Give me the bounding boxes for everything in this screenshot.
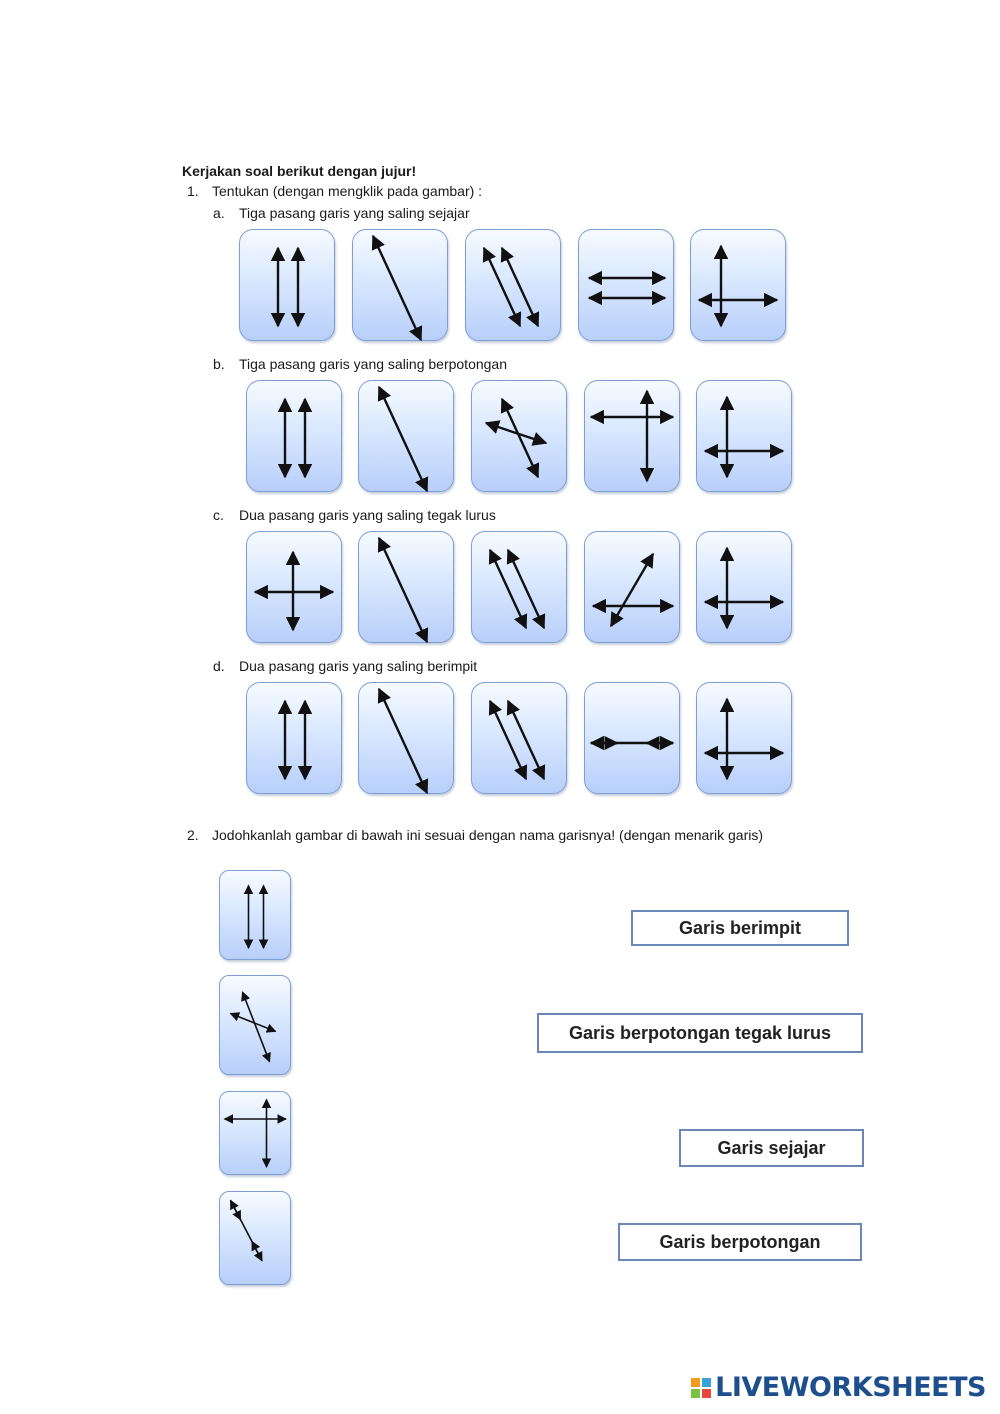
part-d-letter: d. xyxy=(213,658,225,674)
match-picture-crossing[interactable] xyxy=(219,975,291,1075)
crossing-line-2 xyxy=(231,1014,276,1032)
parallel-diagonal-line-2 xyxy=(508,701,544,779)
tile-parallel-horizontal[interactable] xyxy=(578,229,674,341)
tile-single-diagonal[interactable] xyxy=(358,531,454,643)
crossing-line-2 xyxy=(486,423,546,443)
tile-perpendicular[interactable] xyxy=(696,682,792,794)
oblique-cross-diagram xyxy=(585,532,681,644)
parallel-diagonal-line-1 xyxy=(490,701,526,779)
parallel-diagonal-diagram xyxy=(466,230,562,342)
single-diagonal-diagram xyxy=(359,683,455,795)
tile-perpendicular[interactable] xyxy=(696,380,792,492)
cross-top-diagram xyxy=(220,1092,292,1176)
question-1-number: 1. xyxy=(187,183,199,199)
perpendicular-diagram xyxy=(697,532,793,644)
tile-parallel-vertical[interactable] xyxy=(246,380,342,492)
single-diagonal-diagram xyxy=(359,381,455,493)
tile-single-diagonal[interactable] xyxy=(358,682,454,794)
parallel-vertical-diagram xyxy=(220,871,292,961)
single-diagonal-line-1 xyxy=(379,538,427,642)
single-diagonal-line-1 xyxy=(379,387,427,491)
parallel-vertical-diagram xyxy=(247,381,343,493)
liveworksheets-logo-icon xyxy=(691,1378,711,1398)
parallel-diagonal-line-2 xyxy=(502,248,538,326)
perpendicular-diagram xyxy=(691,230,787,342)
tile-perpendicular[interactable] xyxy=(696,531,792,643)
part-a-letter: a. xyxy=(213,205,225,221)
question-2-number: 2. xyxy=(187,827,199,843)
label-garis-berimpit[interactable]: Garis berimpit xyxy=(631,910,849,946)
tile-parallel-diagonal[interactable] xyxy=(471,531,567,643)
tile-parallel-vertical[interactable] xyxy=(239,229,335,341)
single-diagonal-line-1 xyxy=(373,236,421,340)
brand-name: LIVEWORKSHEETS xyxy=(715,1372,986,1403)
tile-parallel-diagonal[interactable] xyxy=(465,229,561,341)
match-picture-cross-top[interactable] xyxy=(219,1091,291,1175)
match-picture-parallel-vertical[interactable] xyxy=(219,870,291,960)
question-2-text: Jodohkanlah gambar di bawah ini sesuai dengan nama garisnya! (dengan menarik garis) xyxy=(212,827,764,843)
perpendicular-diagram xyxy=(697,381,793,493)
parallel-diagonal-diagram xyxy=(472,532,568,644)
crossing-diagram xyxy=(220,976,292,1076)
cross-plus-diagram xyxy=(247,532,343,644)
parallel-diagonal-line-2 xyxy=(508,550,544,628)
parallel-diagonal-line-1 xyxy=(490,550,526,628)
label-garis-sejajar[interactable]: Garis sejajar xyxy=(679,1129,864,1167)
tile-parallel-diagonal[interactable] xyxy=(471,682,567,794)
part-a-text: Tiga pasang garis yang saling sejajar xyxy=(239,205,470,221)
tile-crossing[interactable] xyxy=(471,380,567,492)
coincident-horizontal-diagram xyxy=(585,683,681,795)
oblique-cross-line-1 xyxy=(611,554,653,626)
parallel-diagonal-line-1 xyxy=(484,248,520,326)
parallel-diagonal-diagram xyxy=(472,683,568,795)
part-d-text: Dua pasang garis yang saling berimpit xyxy=(239,658,478,674)
coincident-diagonal-inner-arrow-1 xyxy=(231,1200,241,1219)
worksheet-title: Kerjakan soal berikut dengan jujur! xyxy=(182,163,417,179)
label-garis-berpotongan[interactable]: Garis berpotongan xyxy=(618,1223,862,1261)
tile-parallel-vertical[interactable] xyxy=(246,682,342,794)
label-garis-berpotongan-tegak-lurus[interactable]: Garis berpotongan tegak lurus xyxy=(537,1013,863,1053)
parallel-vertical-diagram xyxy=(240,230,336,342)
part-c-text: Dua pasang garis yang saling tegak lurus xyxy=(239,507,496,523)
tile-cross-plus[interactable] xyxy=(246,531,342,643)
perpendicular-diagram xyxy=(697,683,793,795)
question-1-text: Tentukan (dengan mengklik pada gambar) : xyxy=(212,183,483,199)
parallel-horizontal-diagram xyxy=(579,230,675,342)
tile-cross-top[interactable] xyxy=(584,380,680,492)
tile-single-diagonal[interactable] xyxy=(358,380,454,492)
coincident-diagonal-inner-arrow-2 xyxy=(252,1241,262,1260)
single-diagonal-diagram xyxy=(359,532,455,644)
tile-perpendicular[interactable] xyxy=(690,229,786,341)
cross-top-diagram xyxy=(585,381,681,493)
match-picture-coincident-diagonal[interactable] xyxy=(219,1191,291,1285)
single-diagonal-diagram xyxy=(353,230,449,342)
part-b-letter: b. xyxy=(213,356,225,372)
single-diagonal-line-1 xyxy=(379,689,427,793)
parallel-vertical-diagram xyxy=(247,683,343,795)
tile-oblique-cross[interactable] xyxy=(584,531,680,643)
crossing-diagram xyxy=(472,381,568,493)
tile-single-diagonal[interactable] xyxy=(352,229,448,341)
tile-coincident-horizontal[interactable] xyxy=(584,682,680,794)
coincident-diagonal-diagram xyxy=(220,1192,292,1286)
part-c-letter: c. xyxy=(213,507,224,523)
part-b-text: Tiga pasang garis yang saling berpotongan xyxy=(239,356,508,372)
liveworksheets-logo xyxy=(691,1372,986,1403)
